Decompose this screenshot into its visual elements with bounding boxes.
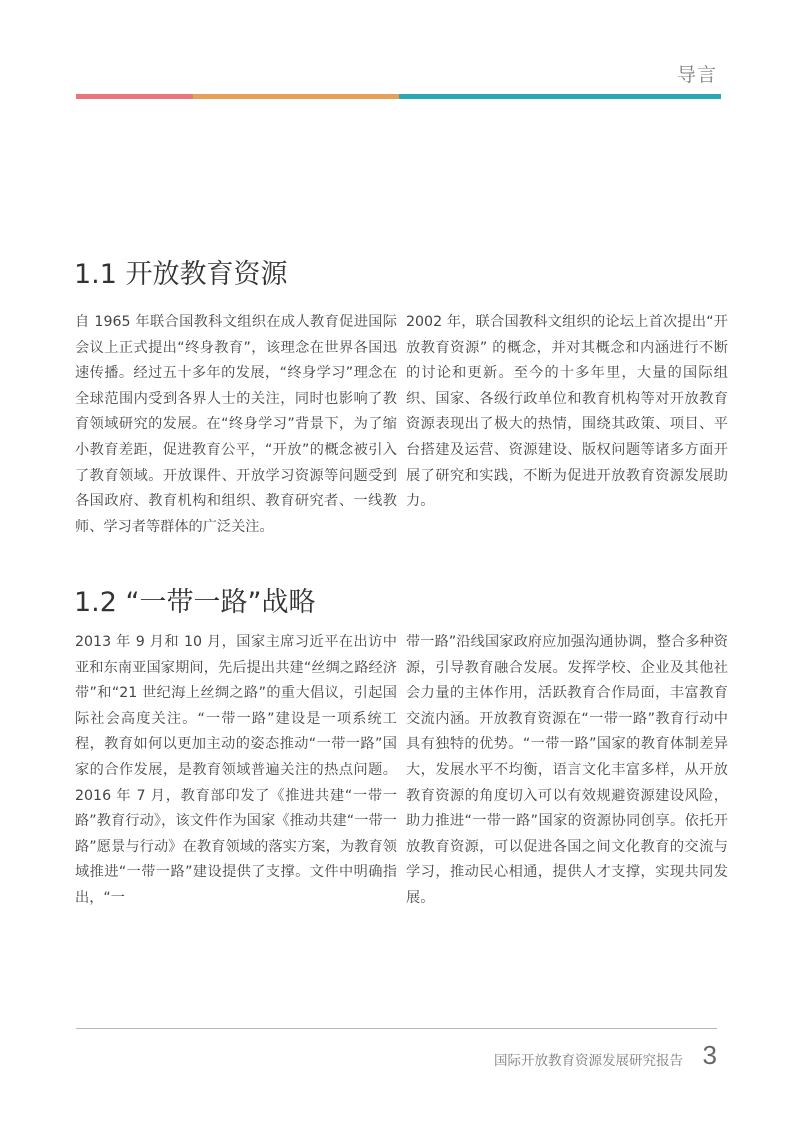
section-title-open-educational-resources: 1.1 开放教育资源 [74,259,288,290]
section-1-2-right-column: 带一路”沿线国家政府应加强沟通协调，整合多种资源，引导教育融合发展。发挥学校、企业及其他社会力量的主体作用，活跃教育合作局面，丰富教育交流内涵。开放教育资源在“一带一路”教育行动中具有独特的优势。“一带一路”国家的教育体制差异大，发展水平不均衡，语言文化丰富多样，从开放教育资源的角度切入可以有效规避资源建设风险，助力推进“一带一路”国家的资源协同创享。依托开放教育资源，可以促进各国之间文化教育的交流与学习，推动民心相通，提供人才支撑，实现共同发展。 [406,634,728,906]
section-1-2-left-column: 2013 年 9 月和 10 月，国家主席习近平在出访中亚和东南亚国家期间，先后提出共建“丝绸之路经济带”和“21 世纪海上丝绸之路”的重大倡议，引起国际社会高度关注。“一带一路”建设是一项系统工程，教育如何以更加主动的姿态推动“一带一路”国家的合作发展，是教育领域普遍关注的热点问题。2016 年 7 月，教育部印发了《推进共建“一带一路”教育行动》，该文件作为国家《推动共建“一带一路”愿景与行动》在教育领域的落实方案，为教育领域推进“一带一路”建设提供了支撑。文件中明确指出，“一 [75,634,397,906]
section-1-1-right-column: 2002 年，联合国教科文组织的论坛上首次提出“开放教育资源” 的概念，并对其概念和内涵进行不断的讨论和更新。至今的十多年里，大量的国际组织、国家、各级行政单位和教育机构等对开放教育资源表现出了极大的热情，围绕其政策、项目、平台搭建及运营、资源建设、版权问题等诸多方面开展了研究和实践，不断为促进开放教育资源发展助力。 [406,314,728,510]
section-1-1-left-column: 自 1965 年联合国教科文组织在成人教育促进国际会议上正式提出“终身教育”，该理念在世界各国迅速传播。经过五十多年的发展，“终身学习”理念在全球范围内受到各界人士的关注，同时也影响了教育领域研究的发展。在“终身学习”背景下，为了缩小教育差距，促进教育公平，“开放”的概念被引入了教育领域。开放课件、开放学习资源等问题受到各国政府、教育机构和组织、教育研究者、一线教师、学习者等群体的广泛关注。 [75,314,397,535]
running-head: 导言 [676,64,717,86]
color-bar-segment-teal [399,94,721,99]
footer-divider [76,1028,717,1029]
footer-report-title: 国际开放教育资源发展研究报告 [494,1053,683,1069]
header-color-bar [76,94,721,99]
section-title-belt-and-road: 1.2 “一带一路”战略 [74,587,316,618]
color-bar-segment-pink [76,94,193,99]
color-bar-segment-orange [193,94,399,99]
page-number: 3 [702,1040,717,1070]
